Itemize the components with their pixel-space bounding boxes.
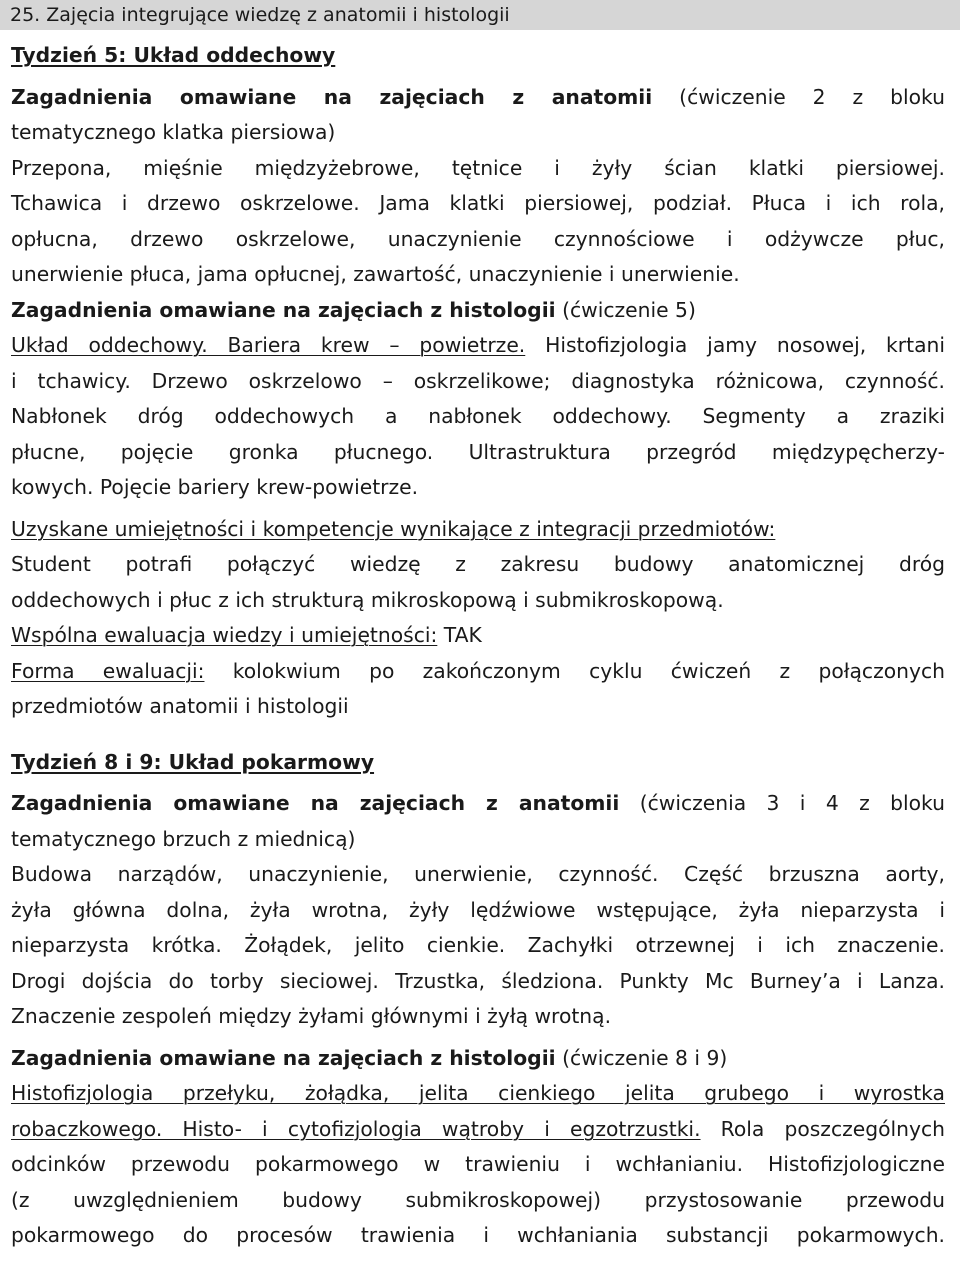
week89-histology-text-rest: Rola poszczególnych (700, 1116, 946, 1141)
week89-histology-heading: Zagadnienia omawiane na zajęciach z histologii (11, 1045, 556, 1070)
week5-anatomy-heading: Zagadnienia omawiane na zajęciach z anatomii (11, 84, 653, 109)
week89-anatomy-text-line: żyła główna dolna, żyła wrotna, żyły lędźwiowe wstępujące, żyła nieparzysta i (11, 897, 945, 922)
section-header-bar (0, 0, 960, 30)
week5-histology-text-line (11, 328, 945, 364)
week89-histology-underlined: Histofizjologia przełyku, żołądka, jelita cienkiego jelita grubego i wyrostka (11, 1081, 945, 1105)
week89-histology-heading-line (11, 1041, 945, 1077)
week5-histology-underlined: Układ oddechowy. Bariera krew – powietrze. (11, 333, 526, 357)
section-header-title: 25. Zajęcia integrujące wiedzę z anatomii i histologii (10, 4, 510, 26)
week89-anatomy-text-line: Budowa narządów, unaczynienie, unerwienie, czynność. Część brzuszna aorty, (11, 862, 945, 886)
week89-histology-text-line (11, 1112, 945, 1148)
week5-title-line (11, 38, 945, 74)
week5-evaluation-label: Wspólna ewaluacja wiedzy i umiejętności: (11, 623, 438, 647)
week5-evaluation-value: TAK (437, 623, 482, 647)
week5-histology-heading: Zagadnienia omawiane na zajęciach z histologii (11, 297, 556, 322)
week5-histology-text-rest: Histofizjologia jamy nosowej, krtani (525, 333, 946, 357)
week89-title: Tydzień 8 i 9: Układ pokarmowy (11, 749, 375, 774)
week5-anatomy-text-line: opłucna, drzewo oskrzelowe, unaczynienie czynnościowe i odżywcze płuc, (11, 226, 945, 251)
week5-evaluation-line (11, 618, 945, 654)
week5-anatomy-heading-line (11, 80, 945, 116)
week89-anatomy-heading: Zagadnienia omawiane na zajęciach z anatomii (11, 791, 620, 815)
week89-histology-text-line: odcinków przewodu pokarmowego w trawieniu i wchłanianiu. Histofizjologiczne (11, 1152, 945, 1176)
week5-anatomy-text-line: unerwienie płuca, jama opłucnej, zawartość, unaczynienie i unerwienie. (11, 262, 740, 286)
week89-histology-underlined-line (11, 1076, 945, 1112)
document-content (11, 38, 945, 1254)
week89-anatomy-note: (ćwiczenia 3 i 4 z bloku (639, 791, 945, 815)
week5-skills-heading-line (11, 512, 945, 548)
week5-anatomy-note: (ćwiczenie 2 z bloku (679, 84, 945, 109)
week89-anatomy-heading-line (11, 786, 945, 822)
week89-histology-underlined: robaczkowego. Histo- i cytofizjologia wątroby i egzotrzustki. (11, 1116, 701, 1141)
week5-evaluation-form-label: Forma ewaluacji: (11, 658, 205, 683)
week5-histology-note: (ćwiczenie 5) (562, 297, 696, 322)
week5-histology-text-line: i tchawicy. Drzewo oskrzelowo – oskrzelikowe; diagnostyka różnicowa, czynność. (11, 368, 945, 393)
week5-evaluation-form-value: kolokwium po zakończonym cyklu ćwiczeń z połączonych (204, 658, 945, 683)
week5-skills-heading: Uzyskane umiejętności i kompetencje wynikające z integracji przedmiotów: (11, 516, 776, 541)
week89-anatomy-text-line: nieparzysta krótka. Żołądek, jelito cienkie. Zachyłki otrzewnej i ich znaczenie. (11, 933, 945, 957)
week5-histology-heading-line (11, 293, 945, 329)
week89-histology-note: (ćwiczenie 8 i 9) (562, 1045, 728, 1070)
week89-anatomy-text-line: Znaczenie zespoleń między żyłami głównymi i żyłą wrotną. (11, 1004, 612, 1028)
week5-anatomy-text-line: Tchawica i drzewo oskrzelowe. Jama klatki piersiowej, podział. Płuca i ich rola, (11, 191, 945, 215)
week5-anatomy-text-line: Przepona, mięśnie międzyżebrowe, tętnice i żyły ścian klatki piersiowej. (11, 155, 945, 180)
week5-skills-text-line: oddechowych i płuc z ich strukturą mikroskopową i submikroskopową. (11, 587, 724, 612)
week89-title-line (11, 745, 945, 781)
week5-title: Tydzień 5: Układ oddechowy (11, 43, 336, 67)
week89-anatomy-text-line: Drogi dojścia do torby sieciowej. Trzustka, śledziona. Punkty Mc Burney’a i Lanza. (11, 968, 945, 993)
week5-skills-text-line: Student potrafi połączyć wiedzę z zakresu budowy anatomicznej dróg (11, 552, 945, 576)
week5-evaluation-form-line (11, 654, 945, 690)
week89-histology-text-line: (z uwzględnieniem budowy submikroskopowej) przystosowanie przewodu (11, 1187, 945, 1212)
week5-anatomy-note-line-2: tematycznego klatka piersiowa) (11, 120, 336, 144)
week5-histology-text-line: Nabłonek dróg oddechowych a nabłonek oddechowy. Segmenty a zraziki (11, 404, 945, 428)
week89-histology-text-line: pokarmowego do procesów trawienia i wchłaniania substancji pokarmowych. (11, 1223, 945, 1247)
week5-histology-text-line: kowych. Pojęcie bariery krew-powietrze. (11, 475, 419, 499)
week5-histology-text-line: płucne, pojęcie gronka płucnego. Ultrastruktura przegród międzypęcherzy- (11, 439, 945, 464)
week5-evaluation-form-line-2: przedmiotów anatomii i histologii (11, 694, 349, 718)
week89-anatomy-note-line-2: tematycznego brzuch z miednicą) (11, 826, 356, 851)
